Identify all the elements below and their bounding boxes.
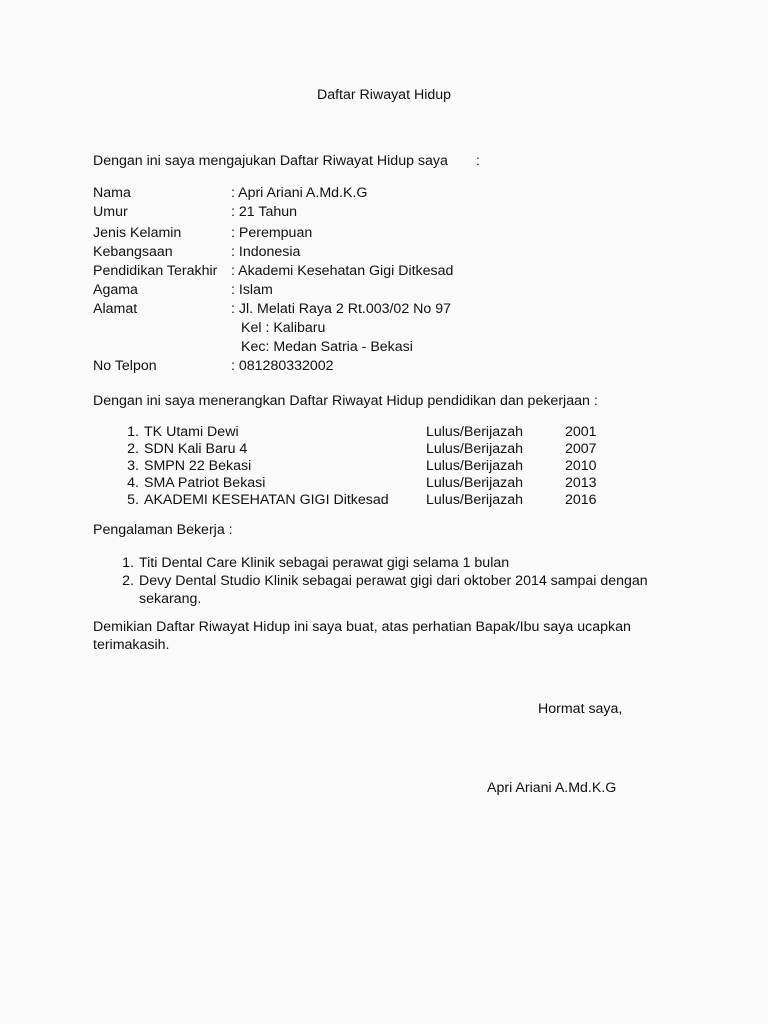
school-name: AKADEMI KESEHATAN GIGI Ditkesad (144, 492, 389, 508)
field-value: : 21 Tahun (231, 204, 298, 220)
education-row (93, 441, 693, 458)
graduation-status: Lulus/Berijazah (426, 458, 524, 474)
personal-row-umur (93, 204, 653, 223)
school-name: SMA Patriot Bekasi (144, 475, 266, 491)
education-row (93, 424, 693, 441)
list-number: 1. (127, 424, 139, 440)
education-intro: Dengan ini saya menerangkan Daftar Riwayat Hidup pendidikan dan pekerjaan : (93, 393, 598, 409)
field-label: Pendidikan Terakhir (93, 263, 218, 279)
address-line-2: Kel : Kalibaru (241, 320, 326, 336)
document-title: Daftar Riwayat Hidup (316, 87, 452, 103)
field-label: Agama (93, 282, 138, 298)
personal-row-agama (93, 282, 653, 301)
personal-row-nama (93, 185, 653, 204)
experience-text: Titi Dental Care Klinik sebagai perawat gigi selama 1 bulan (139, 555, 510, 571)
field-label: Nama (93, 185, 131, 201)
field-value: : Perempuan (231, 225, 313, 241)
graduation-year: 2010 (565, 458, 597, 474)
field-label: Umur (93, 204, 128, 220)
graduation-year: 2013 (565, 475, 597, 491)
list-number: 2. (127, 441, 139, 457)
personal-row-jenis-kelamin (93, 225, 653, 244)
education-list (93, 424, 693, 509)
list-number: 4. (127, 475, 139, 491)
field-label: No Telpon (93, 358, 157, 374)
personal-row-pendidikan (93, 263, 653, 282)
experience-item (93, 555, 673, 573)
field-label: Jenis Kelamin (93, 225, 182, 241)
list-number: 5. (127, 492, 139, 508)
experience-heading: Pengalaman Bekerja : (93, 522, 233, 538)
school-name: SDN Kali Baru 4 (144, 441, 248, 457)
field-label: Alamat (93, 301, 138, 317)
personal-row-kebangsaan (93, 244, 653, 263)
personal-row-telpon (93, 358, 653, 377)
address-line-3: Kec: Medan Satria - Bekasi (241, 339, 413, 355)
personal-row-alamat (93, 301, 653, 320)
intro-colon: : (475, 153, 480, 169)
field-value: : Indonesia (231, 244, 301, 260)
experience-text: Devy Dental Studio Klinik sebagai perawat gigi dari oktober 2014 sampai dengan sekarang. (139, 572, 648, 607)
graduation-status: Lulus/Berijazah (426, 441, 524, 457)
field-label: Kebangsaan (93, 244, 173, 260)
field-value: : Akademi Kesehatan Gigi Ditkesad (231, 263, 454, 279)
graduation-status: Lulus/Berijazah (426, 424, 524, 440)
signer-name: Apri Ariani A.Md.K.G (487, 780, 617, 796)
school-name: SMPN 22 Bekasi (144, 458, 252, 474)
list-number: 1. (122, 555, 134, 571)
experience-list (93, 555, 673, 609)
education-row (93, 475, 693, 492)
personal-data (93, 185, 653, 377)
field-value: : Islam (231, 282, 273, 298)
graduation-year: 2016 (565, 492, 597, 508)
graduation-status: Lulus/Berijazah (426, 475, 524, 491)
education-row (93, 492, 693, 509)
school-name: TK Utami Dewi (144, 424, 239, 440)
education-row (93, 458, 693, 475)
intro-line (93, 153, 653, 171)
intro-text: Dengan ini saya mengajukan Daftar Riwayat Hidup saya (93, 153, 448, 169)
graduation-year: 2001 (565, 424, 597, 440)
experience-item (93, 573, 673, 609)
closing-paragraph: Demikian Daftar Riwayat Hidup ini saya buat, atas perhatian Bapak/Ibu saya ucapkan terimakasih. (93, 619, 631, 653)
field-value: : 081280332002 (231, 358, 334, 374)
field-value: : Jl. Melati Raya 2 Rt.003/02 No 97 (231, 301, 452, 317)
field-value: : Apri Ariani A.Md.K.G (231, 185, 368, 201)
regards-text: Hormat saya, (538, 701, 623, 717)
list-number: 2. (122, 572, 134, 589)
graduation-status: Lulus/Berijazah (426, 492, 524, 508)
graduation-year: 2007 (565, 441, 597, 457)
list-number: 3. (127, 458, 139, 474)
